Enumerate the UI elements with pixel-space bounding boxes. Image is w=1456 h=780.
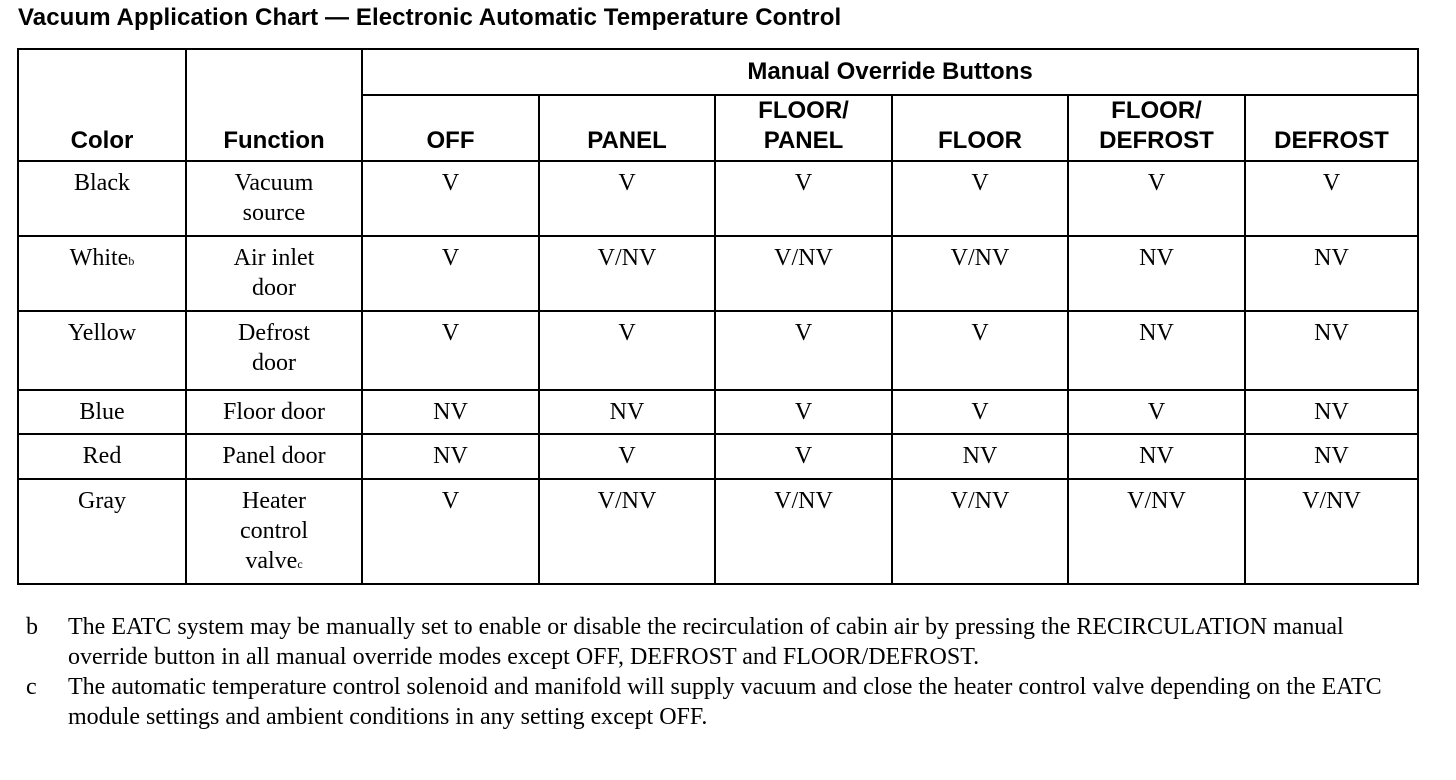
cell-value: V/NV	[1245, 479, 1418, 584]
footnote-ref: c	[297, 557, 303, 571]
cell-value: V	[892, 311, 1068, 390]
cell-value: V	[1245, 161, 1418, 236]
cell-value: V	[362, 479, 539, 584]
footnote-marker: b	[26, 614, 38, 640]
footnote-text: The automatic temperature control solenoid and manifold will supply vacuum and close the heater control valve depending on the EATC module settings and ambient conditions in any setting except OFF.	[68, 674, 1382, 730]
cell-color	[18, 434, 186, 479]
cell-function	[186, 434, 362, 479]
table-row	[18, 161, 1418, 236]
header-color: Color	[18, 49, 186, 161]
function-label: Defrost door	[238, 320, 310, 376]
table-row	[18, 311, 1418, 390]
footnote-marker: c	[26, 674, 37, 700]
color-label: White	[69, 245, 129, 271]
cell-value: NV	[362, 390, 539, 434]
cell-value: NV	[1068, 434, 1245, 479]
cell-value: V	[715, 434, 892, 479]
cell-color	[18, 236, 186, 311]
cell-value: V/NV	[715, 236, 892, 311]
cell-function	[186, 236, 362, 311]
cell-value: NV	[539, 390, 715, 434]
cell-value: V/NV	[892, 479, 1068, 584]
footnote-ref: b	[128, 254, 135, 268]
cell-function	[186, 161, 362, 236]
footnote-c	[26, 672, 1426, 732]
function-label: Heater control valve	[240, 488, 308, 574]
footnote-b	[26, 612, 1426, 672]
cell-value: V/NV	[539, 236, 715, 311]
cell-value: V	[539, 161, 715, 236]
cell-value: V	[1068, 390, 1245, 434]
cell-value: V	[715, 390, 892, 434]
vacuum-application-table	[17, 48, 1419, 585]
cell-value: V	[362, 236, 539, 311]
cell-value: V/NV	[539, 479, 715, 584]
cell-value: NV	[1245, 390, 1418, 434]
cell-color	[18, 390, 186, 434]
cell-value: V/NV	[892, 236, 1068, 311]
color-label: Blue	[79, 399, 125, 425]
cell-function	[186, 311, 362, 390]
cell-color	[18, 311, 186, 390]
header-manual-override-buttons: Manual Override Buttons	[362, 49, 1418, 95]
cell-value: V	[539, 434, 715, 479]
function-label: Floor door	[223, 399, 325, 425]
cell-value: NV	[1068, 236, 1245, 311]
cell-value: V	[892, 161, 1068, 236]
cell-value: V	[715, 161, 892, 236]
header-function: Function	[186, 49, 362, 161]
header-off: OFF	[362, 95, 539, 161]
header-floor-defrost: FLOOR/ DEFROST	[1068, 95, 1245, 161]
page-title: Vacuum Application Chart — Electronic Automatic Temperature Control	[18, 4, 842, 31]
table-row	[18, 236, 1418, 311]
function-label: Air inlet door	[233, 245, 315, 301]
function-label: Panel door	[222, 443, 326, 469]
header-defrost: DEFROST	[1245, 95, 1418, 161]
cell-value: V	[362, 311, 539, 390]
table-row	[18, 434, 1418, 479]
cell-function	[186, 390, 362, 434]
cell-color	[18, 161, 186, 236]
cell-value: NV	[1068, 311, 1245, 390]
cell-value: V/NV	[1068, 479, 1245, 584]
table-row	[18, 390, 1418, 434]
cell-value: NV	[892, 434, 1068, 479]
color-label: Red	[82, 443, 122, 469]
header-panel: PANEL	[539, 95, 715, 161]
color-label: Yellow	[67, 320, 137, 346]
cell-value: NV	[1245, 311, 1418, 390]
header-floor: FLOOR	[892, 95, 1068, 161]
cell-value: V	[362, 161, 539, 236]
cell-value: V	[1068, 161, 1245, 236]
cell-value: V	[539, 311, 715, 390]
cell-function	[186, 479, 362, 584]
cell-value: NV	[1245, 236, 1418, 311]
cell-value: NV	[1245, 434, 1418, 479]
header-floor-panel: FLOOR/ PANEL	[715, 95, 892, 161]
color-label: Black	[74, 170, 130, 196]
cell-value: NV	[362, 434, 539, 479]
function-label: Vacuum source	[234, 170, 314, 226]
cell-value: V/NV	[715, 479, 892, 584]
footnotes	[26, 612, 1426, 732]
footnote-text: The EATC system may be manually set to enable or disable the recirculation of cabin air by pressing the RECIRCULATION manual override button in all manual override modes except OFF, DEFROST and FLOOR/DEFROST.	[68, 614, 1344, 670]
color-label: Gray	[78, 488, 126, 514]
table-row	[18, 479, 1418, 584]
cell-value: V	[892, 390, 1068, 434]
cell-value: V	[715, 311, 892, 390]
cell-color	[18, 479, 186, 584]
